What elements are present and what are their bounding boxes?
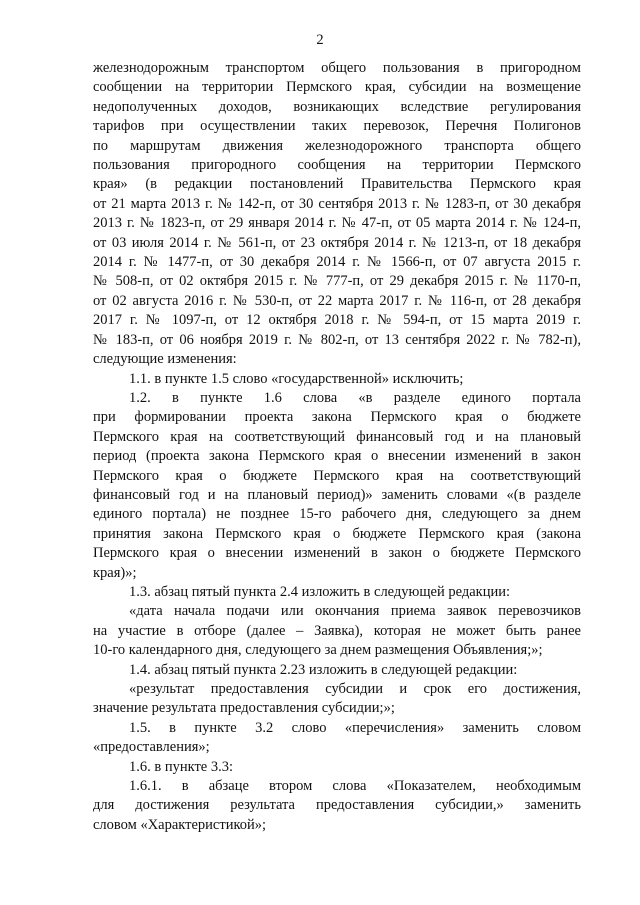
text-line: Пермского края о внесении изменений в закон о бюджете Пермского <box>93 545 581 562</box>
text-line: для достижения результата предоставления субсидии,» заменить <box>93 797 581 814</box>
text-line: Пермского края о бюджете Пермского края на соответствующий <box>93 467 581 484</box>
text-line: 1.2. в пункте 1.6 слова «в разделе единого портала <box>129 389 581 406</box>
text-line: недополученных доходов, возникающих вследствие регулирования <box>93 98 581 115</box>
text-line: «предоставления»; <box>93 739 210 756</box>
text-line: края)»; <box>93 564 137 581</box>
text-line: финансовый год и на плановый период)» заменить словами «(в разделе <box>93 486 581 503</box>
text-line: пользования пригородного сообщения на территории Пермского <box>93 157 581 174</box>
text-line: «результат предоставления субсидии и срок его достижения, <box>129 681 581 697</box>
text-line: 1.1. в пункте 1.5 слово «государственной» исключить; <box>129 370 464 387</box>
text-line: 1.4. абзац пятый пункта 2.23 изложить в следующей редакции: <box>129 661 518 678</box>
text-line: на участие в отборе (далее – Заявка), которая не может быть ранее <box>93 622 581 639</box>
text-line: от 02 августа 2016 г. № 530-п, от 22 марта 2017 г. № 116-п, от 28 декабря <box>93 292 581 309</box>
text-line: 1.3. абзац пятый пункта 2.4 изложить в следующей редакции: <box>129 583 511 600</box>
text-line: сообщении на территории Пермского края, субсидии на возмещение <box>93 79 581 96</box>
text-line: словом «Характеристикой»; <box>93 816 267 833</box>
text-line: «дата начала подачи или окончания приема заявок перевозчиков <box>129 603 581 620</box>
text-line: от 21 марта 2013 г. № 142-п, от 30 сентября 2013 г. № 1283-п, от 30 декабря <box>93 195 581 212</box>
text-line: края» (в редакции постановлений Правительства Пермского края <box>93 176 581 193</box>
text-line: при формировании проекта закона Пермского края о бюджете <box>93 409 581 426</box>
text-line: от 03 июля 2014 г. № 561-п, от 23 октября 2014 г. № 1213-п, от 18 декабря <box>93 234 581 251</box>
document-body <box>93 59 581 835</box>
text-line: № 508-п, от 02 октября 2015 г. № 777-п, от 29 декабря 2015 г. № 1170-п, <box>93 273 581 290</box>
text-line: 2014 г. № 1477-п, от 30 декабря 2014 г. № 1566-п, от 07 августа 2015 г. <box>93 254 581 271</box>
text-line: Пермского края на соответствующий финансовый год и на плановый <box>93 428 581 445</box>
text-line: 1.5. в пункте 3.2 слово «перечисления» заменить словом <box>129 719 581 736</box>
text-line: следующие изменения: <box>93 351 237 368</box>
text-line: период (проекта закона Пермского края о внесении изменений в закон <box>93 448 581 465</box>
text-line: № 183-п, от 06 ноября 2019 г. № 802-п, от 13 сентября 2022 г. № 782-п), <box>93 331 581 348</box>
text-line: 10-го календарного дня, следующего за днем размещения Объявления;»; <box>93 642 543 659</box>
text-line: принятия закона Пермского края о бюджете Пермского края (закона <box>93 525 581 542</box>
text-line: значение результата предоставления субсидии;»; <box>93 700 395 717</box>
text-line: единого портала) не позднее 15-го рабочего дня, следующего за днем <box>93 506 581 523</box>
text-line: 1.6.1. в абзаце втором слова «Показателем, необходимым <box>129 778 581 795</box>
page-number: 2 <box>316 32 324 48</box>
text-line: тарифов при осуществлении таких перевозок, Перечня Полигонов <box>93 118 581 135</box>
text-line: по маршрутам движения железнодорожного транспорта общего <box>93 137 581 154</box>
text-line: железнодорожным транспортом общего пользования в пригородном <box>93 60 581 76</box>
text-line: 2013 г. № 1823-п, от 29 января 2014 г. № 47-п, от 05 марта 2014 г. № 124-п, <box>93 215 581 232</box>
text-line: 1.6. в пункте 3.3: <box>129 758 234 775</box>
text-line: 2017 г. № 1097-п, от 12 октября 2018 г. № 594-п, от 15 марта 2019 г. <box>93 312 581 329</box>
